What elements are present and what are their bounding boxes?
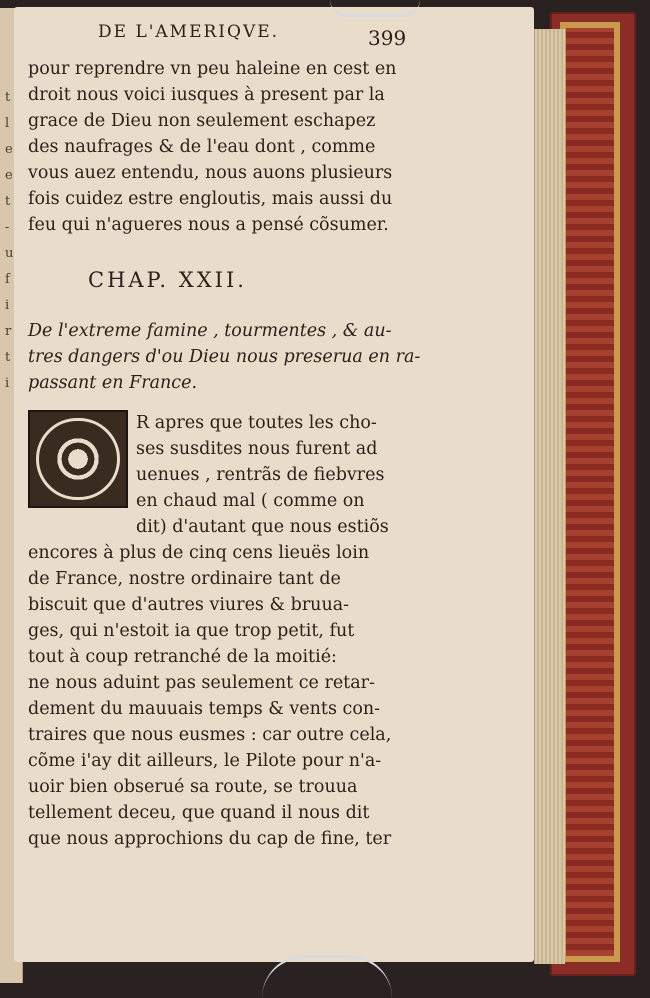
page-edges (534, 29, 565, 964)
text-line: en chaud mal ( comme on (136, 491, 365, 511)
dropcap-ornament (36, 418, 120, 500)
left-margin-letter: l (5, 116, 10, 131)
left-margin-letter: i (5, 376, 10, 391)
left-margin-letter: - (5, 220, 10, 235)
left-margin-letter: u (5, 246, 14, 261)
text-line: uenues , rentrãs de fiebvres (136, 465, 385, 485)
chapter-body (28, 410, 428, 852)
text-line: vous auez entendu, nous auons plusieurs (28, 163, 393, 183)
text-line: ses susdites nous furent ad (136, 439, 378, 459)
left-margin-letter: f (5, 272, 10, 287)
text-line: des naufrages & de l'eau dont , comme (28, 137, 376, 157)
text-line: encores à plus de cinq cens lieuës loin (28, 543, 370, 563)
left-margin-letter: t (5, 350, 11, 365)
page-holder-top (330, 0, 420, 17)
text-line: fois cuidez estre engloutis, mais aussi du (28, 189, 393, 209)
left-margin-letter: t (5, 194, 11, 209)
text-line: pour reprendre vn peu haleine en cest en (28, 59, 397, 79)
text-line: tout à coup retranché de la moitié: (28, 647, 337, 667)
text-line: grace de Dieu non seulement eschapez (28, 111, 376, 131)
page-text (28, 22, 428, 852)
subtitle-line: passant en France. (28, 373, 198, 393)
text-line: de France, nostre ordinaire tant de (28, 569, 341, 589)
text-line: droit nous voici iusques à present par la (28, 85, 385, 105)
chapter-heading: CHAP. XXII. (88, 268, 247, 292)
text-line: dit) d'autant que nous estiõs (136, 517, 389, 537)
text-line: uoir bien obserué sa route, se trouua (28, 777, 358, 797)
page-holder-bottom (262, 955, 392, 998)
text-line: ges, qui n'estoit ia que trop petit, fut (28, 621, 355, 641)
top-paragraph (28, 56, 428, 238)
text-line: traires que nous eusmes : car outre cela, (28, 725, 392, 745)
left-margin-letter: e (5, 142, 13, 157)
text-line: que nous approchions du cap de fine, ter (28, 829, 392, 849)
left-margin-letter: i (5, 298, 10, 313)
running-head: DE L'AMERIQVE. (98, 22, 280, 42)
text-line: dement du mauuais temps & vents con- (28, 699, 381, 719)
left-margin-letter: t (5, 90, 11, 105)
subtitle-line: De l'extreme famine , tourmentes , & au- (28, 321, 392, 341)
page-header (28, 22, 428, 56)
text-line: cõme i'ay dit ailleurs, le Pilote pour n'a- (28, 751, 382, 771)
text-line: biscuit que d'autres viures & bruua- (28, 595, 350, 615)
page-number: 399 (368, 26, 407, 50)
text-line: ne nous aduint pas seulement ce retar- (28, 673, 375, 693)
text-line: tellement deceu, que quand il nous dit (28, 803, 370, 823)
text-line: R apres que toutes les cho- (136, 413, 377, 433)
subtitle-line: tres dangers d'ou Dieu nous preserua en ra- (28, 347, 421, 367)
text-line: feu qui n'agueres nous a pensé cõsumer. (28, 215, 389, 235)
gilt-cover-border (560, 22, 620, 962)
left-margin-letter: r (5, 324, 12, 339)
left-margin-letter: e (5, 168, 13, 183)
chapter-subtitle (28, 318, 428, 396)
ornamental-dropcap-o (28, 410, 128, 508)
